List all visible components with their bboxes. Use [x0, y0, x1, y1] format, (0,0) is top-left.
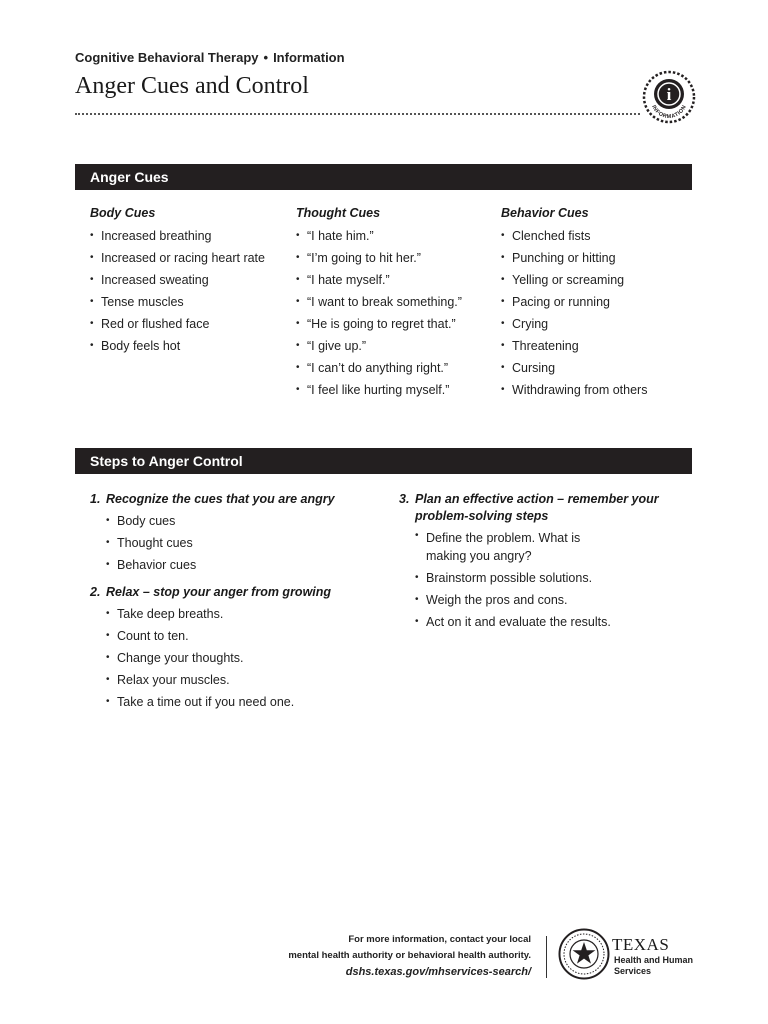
step-heading: Recognize the cues that you are angry	[106, 492, 335, 506]
behavior-cues-column	[501, 206, 696, 401]
thought-cues-list	[296, 225, 491, 401]
footer-line-1: For more information, contact your local	[348, 934, 531, 945]
list-item: • Weigh the pros and cons.	[415, 589, 620, 611]
badge-text: INFORMATION	[650, 104, 688, 121]
list-item: • Threatening	[501, 335, 696, 357]
list-item: • Relax your muscles.	[106, 669, 350, 691]
footer-contact	[288, 932, 531, 980]
list-item: • “I hate him.”	[296, 225, 491, 247]
list-item: • Take deep breaths.	[106, 603, 350, 625]
steps-right-column	[399, 491, 674, 641]
list-item: • Act on it and evaluate the results.	[415, 611, 620, 633]
step-3	[399, 491, 674, 633]
list-item: • “I hate myself.”	[296, 269, 491, 291]
anger-cues-heading: Anger Cues	[75, 164, 692, 190]
list-item: • “I want to break something.”	[296, 291, 491, 313]
body-cues-column	[90, 206, 285, 357]
list-item: • “I’m going to hit her.”	[296, 247, 491, 269]
list-item: • Clenched fists	[501, 225, 696, 247]
step-heading: Plan an effective action – remember your problem-solving steps	[415, 492, 659, 523]
list-item: • Count to ten.	[106, 625, 350, 647]
list-item: • “I can’t do anything right.”	[296, 357, 491, 379]
list-item: • “He is going to regret that.”	[296, 313, 491, 335]
step-number: 1.	[90, 492, 101, 506]
category-label: Cognitive Behavioral Therapy	[75, 50, 259, 65]
category-separator: •	[263, 50, 269, 65]
list-item: • “I give up.”	[296, 335, 491, 357]
list-item: • Pacing or running	[501, 291, 696, 313]
list-item: • Withdrawing from others	[501, 379, 696, 401]
step-bullets	[415, 527, 620, 633]
body-cues-list	[90, 225, 285, 357]
org-subtitle-line-2: Services	[614, 966, 652, 976]
list-item: • Punching or hitting	[501, 247, 696, 269]
footer-divider	[546, 936, 547, 978]
step-1	[90, 491, 350, 576]
org-subtitle-line-1: Health and Human	[614, 955, 694, 965]
list-item: • Define the problem. What is making you angry?	[415, 527, 620, 567]
title-divider	[75, 113, 640, 115]
footer-url[interactable]: dshs.texas.gov/mhservices-search/	[345, 966, 531, 978]
list-item: • Body feels hot	[90, 335, 285, 357]
column-title: Body Cues	[90, 206, 156, 220]
category-type: Information	[273, 50, 345, 65]
list-item: • Tense muscles	[90, 291, 285, 313]
page-title: Anger Cues and Control	[75, 73, 309, 99]
list-item: • Increased sweating	[90, 269, 285, 291]
list-item: • Body cues	[106, 510, 350, 532]
step-number: 2.	[90, 585, 101, 599]
list-item: • “I feel like hurting myself.”	[296, 379, 491, 401]
information-icon	[642, 70, 696, 124]
badge-glyph: i	[666, 85, 672, 104]
steps-left-column	[90, 491, 350, 721]
list-item: • Cursing	[501, 357, 696, 379]
org-name: TEXAS	[612, 935, 670, 954]
list-item: • Increased breathing	[90, 225, 285, 247]
steps-heading: Steps to Anger Control	[75, 448, 692, 474]
list-item: • Brainstorm possible solutions.	[415, 567, 620, 589]
list-item: • Change your thoughts.	[106, 647, 350, 669]
column-title: Thought Cues	[296, 206, 381, 220]
list-item: • Take a time out if you need one.	[106, 691, 350, 713]
step-number: 3.	[399, 492, 410, 506]
document-category	[75, 50, 345, 65]
list-item: • Red or flushed face	[90, 313, 285, 335]
step-bullets	[106, 603, 350, 713]
list-item: • Crying	[501, 313, 696, 335]
list-item: • Behavior cues	[106, 554, 350, 576]
footer-line-2: mental health authority or behavioral health authority.	[288, 950, 531, 961]
step-bullets	[106, 510, 350, 576]
list-item: • Thought cues	[106, 532, 350, 554]
list-item: • Yelling or screaming	[501, 269, 696, 291]
texas-state-seal-icon	[558, 928, 610, 980]
step-title	[90, 584, 350, 601]
org-subtitle	[614, 955, 693, 977]
step-2	[90, 584, 350, 713]
thought-cues-column	[296, 206, 491, 401]
list-item: • Increased or racing heart rate	[90, 247, 285, 269]
step-heading: Relax – stop your anger from growing	[106, 585, 332, 599]
behavior-cues-list	[501, 225, 696, 401]
column-title: Behavior Cues	[501, 206, 589, 220]
step-title	[399, 491, 674, 525]
step-title	[90, 491, 350, 508]
